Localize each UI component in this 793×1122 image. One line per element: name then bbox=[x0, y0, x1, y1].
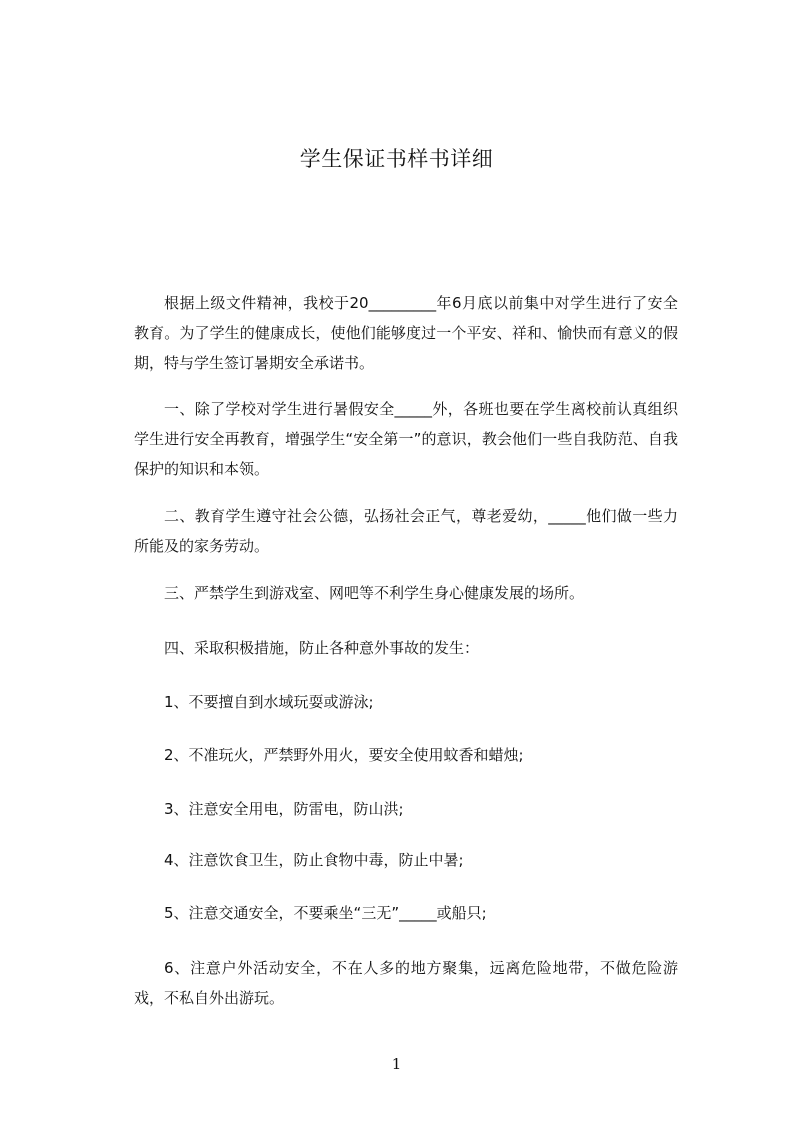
list-item-5: 5、注意交通安全，不要乘坐“三无”_____或船只; bbox=[164, 904, 487, 922]
paragraph-item-4: 四、采取积极措施，防止各种意外事故的发生： bbox=[164, 639, 480, 657]
paragraph-item-1: 一、除了学校对学生进行暑假安全_____外，各班也要在学生离校前认真组织学生进行安全再教育，增强学生“安全第一”的意识，教会他们一些自我防范、自我保护的知识和本领。 bbox=[134, 400, 678, 478]
list-item-3: 3、注意安全用电，防雷电，防山洪; bbox=[164, 800, 404, 818]
paragraph-intro: 根据上级文件精神，我校于20_________年6月底以前集中对学生进行了安全教育。为了学生的健康成长，使他们能够度过一个平安、祥和、愉快而有意义的假期，特与学生签订暑期安全承诺书。 bbox=[134, 294, 678, 372]
document-title: 学生保证书样书详细 bbox=[299, 147, 494, 171]
paragraph-item-3: 三、严禁学生到游戏室、网吧等不利学生身心健康发展的场所。 bbox=[164, 584, 585, 602]
paragraph-item-2: 二、教育学生遵守社会公德，弘扬社会正气，尊老爱幼，_____他们做一些力所能及的家务劳动。 bbox=[134, 507, 678, 555]
list-item-1: 1、不要擅自到水域玩耍或游泳; bbox=[164, 693, 374, 711]
list-item-4: 4、注意饮食卫生，防止食物中毒，防止中暑; bbox=[164, 851, 464, 869]
list-item-2: 2、不准玩火，严禁野外用火，要安全使用蚊香和蜡烛; bbox=[164, 746, 524, 764]
page-number: 1 bbox=[391, 1055, 402, 1073]
list-item-6: 6、注意户外活动安全，不在人多的地方聚集，远离危险地带，不做危险游戏，不私自外出游玩。 bbox=[134, 959, 678, 1007]
